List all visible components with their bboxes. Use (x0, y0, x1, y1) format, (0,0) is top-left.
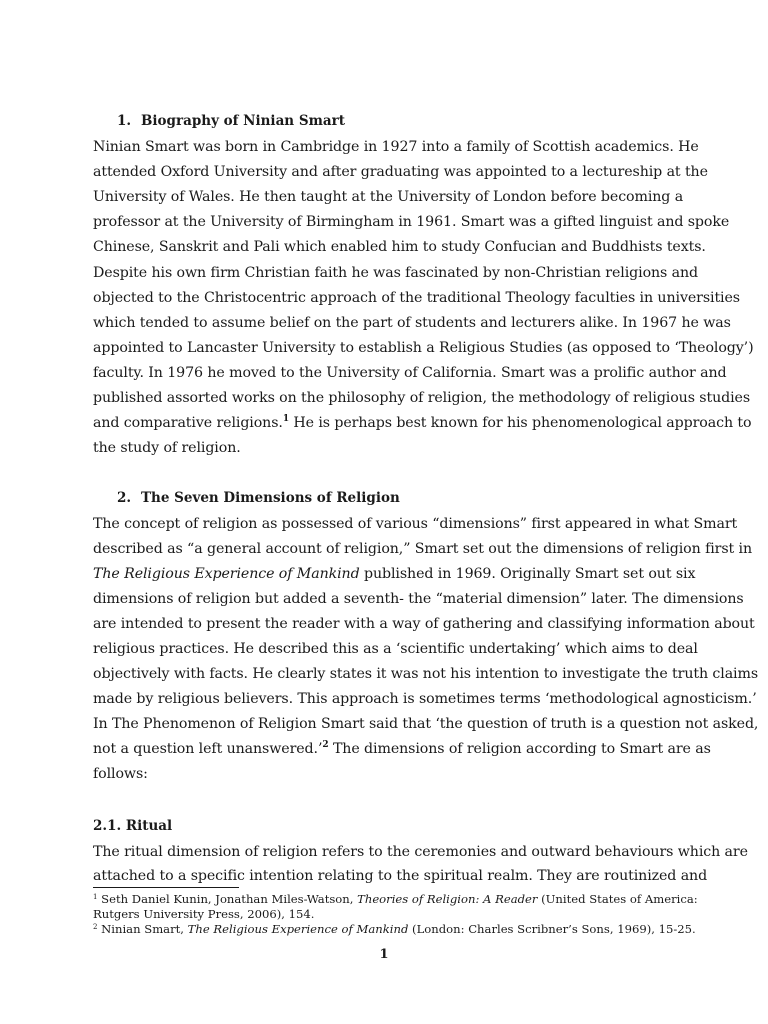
paragraph-line: professor at the University of Birmingham in 1961. Smart was a gifted linguist and spoke (93, 214, 730, 231)
paragraph-line: attached to a specific intention relating to the spiritual realm. They are routinized and (93, 868, 708, 884)
footnote-separator (93, 887, 239, 888)
footnote-1-cont: Rutgers University Press, 2006), 154. (93, 907, 315, 921)
book-title: The Religious Experience of Mankind (93, 566, 360, 582)
paragraph-line: religious practices. He described this as a ‘scientific undertaking’ which aims to deal (93, 641, 698, 657)
section-2-number: 2. (117, 490, 132, 506)
paragraph-line: The Religious Experience of Mankind published in 1969. Originally Smart set out six (93, 566, 696, 582)
paragraph-line: attended Oxford University and after graduating was appointed to a lectureship at the (93, 164, 708, 181)
paragraph-line: Despite his own firm Christian faith he was fascinated by non-Christian religions and (93, 264, 699, 281)
footnote-1: $^1$ Seth Daniel Kunin, Jonathan Miles-Watson, Theories of Religion: A Reader (United States of America: (93, 892, 698, 906)
section-2-title: The Seven Dimensions of Religion (141, 490, 400, 506)
paragraph-line: dimensions of religion but added a seventh- the “material dimension” later. The dimensions (93, 591, 744, 607)
footnote-ref-2[interactable]: 2 (322, 740, 329, 750)
paragraph-line: not a question left unanswered.’$^2$ The dimensions of religion according to Smart are as (93, 740, 711, 757)
paragraph-line: are intended to present the reader with a way of gathering and classifying information about (93, 616, 755, 632)
paragraph-line: published assorted works on the philosophy of religion, the methodology of religious studies (93, 390, 751, 406)
paragraph-line: the study of religion. (93, 440, 241, 456)
paragraph-line: In The Phenomenon of Religion Smart said that ‘the question of truth is a question not asked, (93, 716, 759, 732)
paragraph-line: which tended to assume belief on the part of students and lecturers alike. In 1967 he was (93, 314, 731, 331)
footnote-2: $^2$ Ninian Smart, The Religious Experience of Mankind (London: Charles Scribner’s Sons, 1969), 15-25. (93, 922, 696, 936)
paragraph-line: objected to the Christocentric approach of the traditional Theology faculties in universities (93, 289, 740, 306)
paragraph-line: The concept of religion as possessed of various “dimensions” first appeared in what Smart (93, 516, 738, 532)
paragraph-line: University of Wales. He then taught at the University of London before becoming a (93, 189, 684, 206)
section-1-title: Biography of Ninian Smart (141, 113, 345, 129)
paragraph-line: made by religious believers. This approach is sometimes terms ‘methodological agnosticism.’ (93, 691, 757, 707)
paragraph-line: Chinese, Sanskrit and Pali which enabled him to study Confucian and Buddhists texts. (93, 239, 706, 256)
paragraph-line: objectively with facts. He clearly states it was not his intention to investigate the truth claims (93, 666, 759, 682)
paragraph-line: described as “a general account of religion,” Smart set out the dimensions of religion first in (93, 541, 753, 557)
paragraph-line: follows: (93, 766, 148, 782)
paragraph-line: faculty. In 1976 he moved to the University of California. Smart was a prolific author and (93, 364, 727, 381)
paragraph-line: Ninian Smart was born in Cambridge in 1927 into a family of Scottish academics. He (93, 139, 699, 155)
section-2-heading (117, 490, 400, 506)
section-1-number: 1. (117, 113, 132, 129)
section-2-1-heading: 2.1. Ritual (93, 818, 173, 834)
paragraph-line: and comparative religions.$^1$ He is perhaps best known for his phenomenological approach to (93, 414, 752, 431)
page-number: 1 (379, 947, 389, 962)
section-1-heading (117, 113, 345, 129)
footnote-ref-1[interactable]: 1 (282, 414, 289, 424)
paragraph-line: appointed to Lancaster University to establish a Religious Studies (as opposed to ‘Theology’) (93, 339, 754, 356)
paragraph-line: The ritual dimension of religion refers to the ceremonies and outward behaviours which are (93, 844, 748, 860)
